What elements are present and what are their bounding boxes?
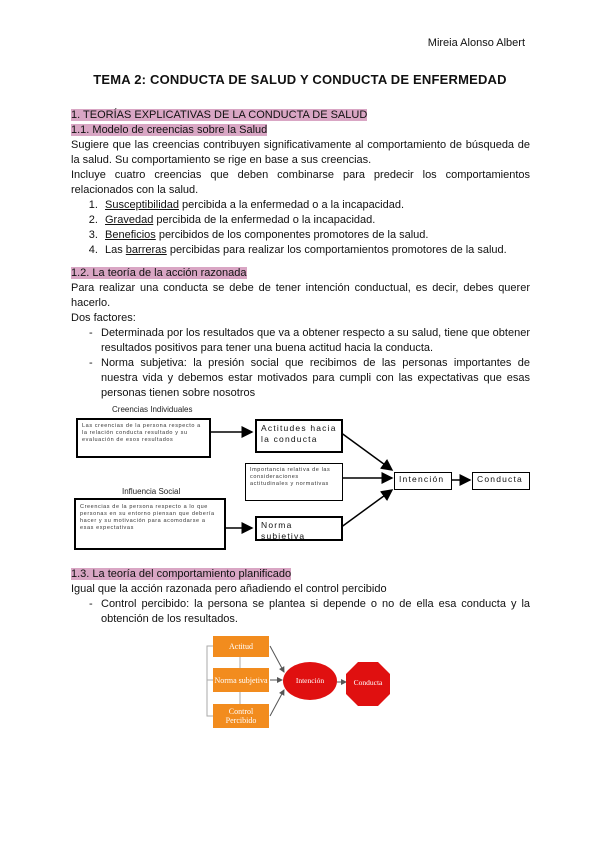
label-influencia: Influencia Social [122, 487, 181, 496]
label-creencias: Creencias Individuales [112, 405, 193, 414]
box-norma-subjetiva: Norma subjetiva [213, 668, 269, 692]
list-item: 4. Las barreras percibidas para realizar los comportamientos promotores de la salud. [101, 243, 530, 258]
subsection-1-3-heading: 1.3. La teoría del comportamiento planificado [71, 568, 292, 580]
list-item: - Norma subjetiva: la presión social que recibimos de las personas importantes de nuestra vida y debemos estar motivados para cumpli con las expectativas que esas personas tienen sobre nosotros [71, 356, 530, 401]
paragraph: Dos factores: [71, 312, 136, 324]
label-conducta: Conducta [353, 678, 383, 687]
label-intencion: Intención [295, 676, 325, 685]
list-item: - Control percibido: la persona se plantea si depende o no de ella esa conducta y la obtención de los resultados. [71, 597, 530, 627]
box-actitudes: Actitudes hacia la conducta [255, 419, 343, 453]
list-item: 1. Susceptibilidad percibida a la enfermedad o a la incapacidad. [101, 198, 530, 213]
box-conducta: Conducta [472, 472, 530, 490]
paragraph: Incluye cuatro creencias que deben combinarse para predecir los comportamientos relacionados con la salud. [71, 169, 530, 196]
box-control-percibido: Control Percibido [213, 704, 269, 728]
document-title: TEMA 2: CONDUCTA DE SALUD Y CONDUCTA DE ENFERMEDAD [93, 72, 507, 87]
paragraph: Para realizar una conducta se debe de tener intención conductual, es decir, debes querer hacerlo. [71, 282, 530, 309]
box-norma: Norma subjetiva [255, 516, 343, 541]
author-name: Mireia Alonso Albert [427, 37, 525, 49]
subsection-1-1-heading: 1.1. Modelo de creencias sobre la Salud [71, 124, 268, 136]
arrow [270, 690, 284, 716]
box-intencion: Intención [394, 472, 452, 490]
paragraph: Igual que la acción razonada pero añadiendo el control percibido [71, 583, 387, 595]
list-item: 3. Beneficios percibidos de los componentes promotores de la salud. [101, 228, 530, 243]
list-item: - Determinada por los resultados que va a obtener respecto a su salud, tiene que obtener resultados positivos para tener una buena actitud hacia la conducta. [71, 326, 530, 356]
box-creencias: Las creencias de la persona respecto a la relación conducta resultado y su evaluación de esos resultados [76, 418, 211, 458]
list-item: 2. Gravedad percibida de la enfermedad o la incapacidad. [101, 213, 530, 228]
box-influencia: Creencias de la persona respecto a lo que personas en su entorno piensan que debería hacer y su motivación para acomodarse a esas expectativas [74, 498, 226, 550]
section-1-heading: 1. TEORÍAS EXPLICATIVAS DE LA CONDUCTA DE SALUD [71, 109, 368, 121]
box-actitud: Actitud [213, 636, 269, 657]
subsection-1-2-heading: 1.2. La teoría de la acción razonada [71, 267, 247, 279]
arrow [270, 646, 284, 672]
paragraph: Sugiere que las creencias contribuyen significativamente al comportamiento de búsqueda de la salud. Su comportamiento se rige en base a sus creencias. [71, 139, 530, 166]
box-importancia: Importancia relativa de las consideraciones actitudinales y normativas [245, 463, 343, 501]
